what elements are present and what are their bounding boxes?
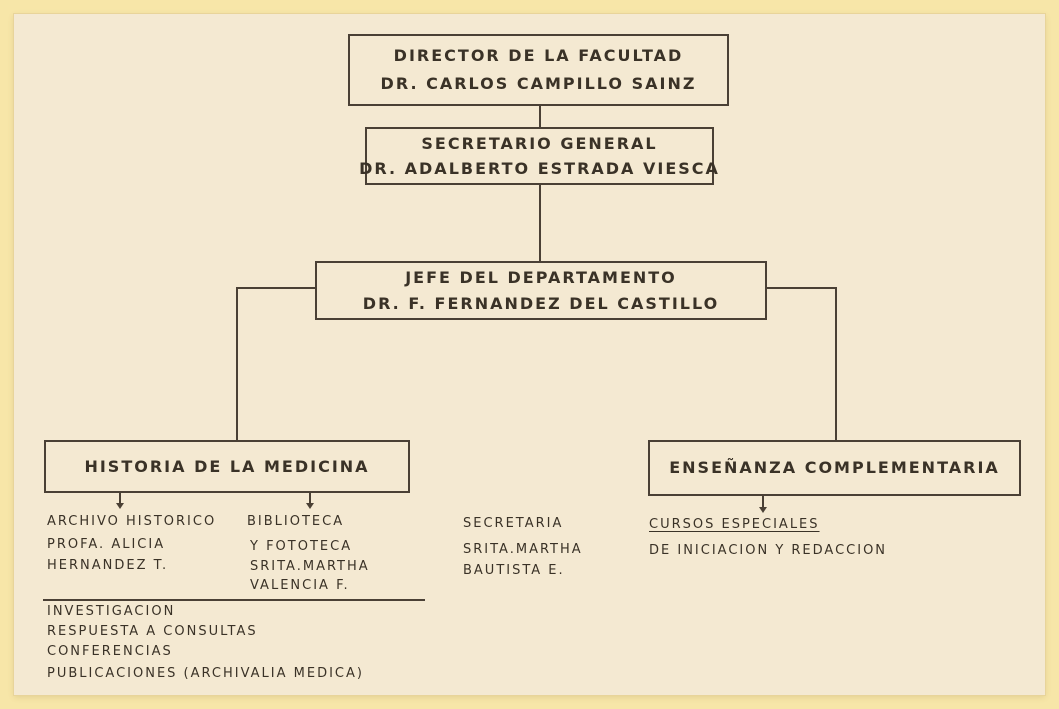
- connector-jefe-ensenanza: [766, 288, 836, 440]
- cursos-line-1: CURSOS ESPECIALES: [649, 517, 820, 532]
- historia-title: HISTORIA DE LA MEDICINA: [84, 456, 370, 476]
- actividades-line-2: RESPUESTA A CONSULTAS: [47, 624, 258, 639]
- cursos-line-2: DE INICIACION Y REDACCION: [649, 543, 888, 558]
- historia-box: [44, 440, 410, 493]
- actividades-line-4: PUBLICACIONES (ARCHIVALIA MEDICA): [47, 666, 364, 681]
- biblioteca-line-2: Y FOTOTECA: [250, 539, 353, 554]
- director-title: DIRECTOR DE LA FACULTAD: [393, 46, 684, 65]
- secretario-name: DR. ADALBERTO ESTRADA VIESCA: [359, 159, 720, 178]
- ensenanza-title: ENSEÑANZA COMPLEMENTARIA: [669, 458, 1000, 477]
- actividades-line-1: INVESTIGACION: [47, 604, 176, 619]
- secretario-title: SECRETARIO GENERAL: [421, 134, 658, 153]
- secretaria-line-1: SECRETARIA: [463, 516, 564, 531]
- jefe-name: DR. F. FERNANDEZ DEL CASTILLO: [362, 293, 720, 313]
- archivo-line-1: ARCHIVO HISTORICO: [47, 514, 217, 529]
- actividades-line-3: CONFERENCIAS: [47, 644, 173, 659]
- director-name: DR. CARLOS CAMPILLO SAINZ: [380, 74, 697, 93]
- secretaria-line-3: BAUTISTA E.: [463, 563, 565, 578]
- biblioteca-line-1: BIBLIOTECA: [247, 514, 345, 529]
- director-box: [348, 34, 729, 106]
- archivo-line-3: HERNANDEZ T.: [47, 558, 169, 573]
- archivo-line-2: PROFA. ALICIA: [47, 537, 166, 552]
- biblioteca-line-3: SRITA.MARTHA: [250, 559, 370, 574]
- jefe-box: [315, 261, 767, 320]
- jefe-title: JEFE DEL DEPARTAMENTO: [405, 267, 677, 287]
- arrow-cursos-head: [759, 507, 767, 513]
- secretario-box: [359, 127, 720, 185]
- arrow-archivo-head: [116, 503, 124, 509]
- ensenanza-box: [648, 440, 1021, 496]
- secretaria-line-2: SRITA.MARTHA: [463, 542, 583, 557]
- arrow-biblioteca-head: [306, 503, 314, 509]
- connector-jefe-historia: [237, 288, 315, 440]
- biblioteca-line-4: VALENCIA F.: [250, 578, 350, 593]
